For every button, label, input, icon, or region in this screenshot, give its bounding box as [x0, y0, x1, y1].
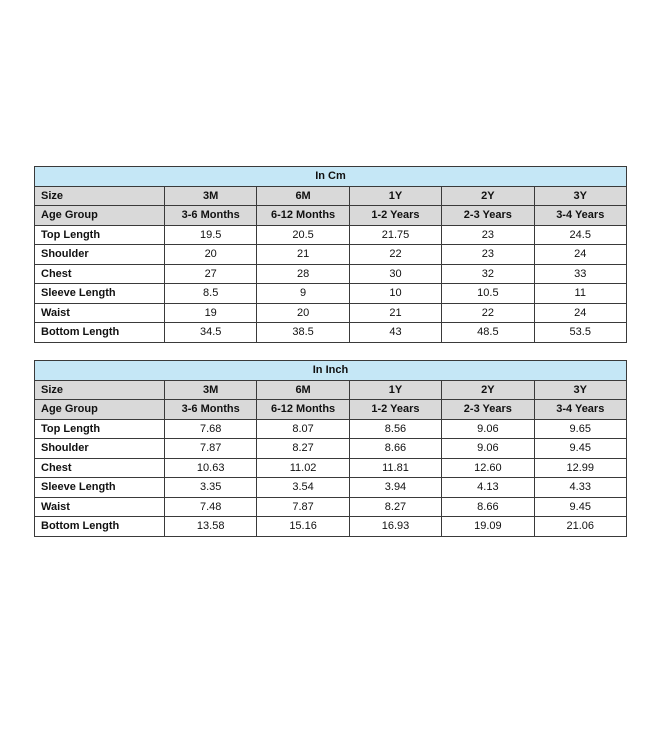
- value-cell: 20: [165, 245, 257, 265]
- table-row: [35, 284, 627, 304]
- value-cell: 48.5: [442, 323, 534, 343]
- value-cell: 23: [442, 225, 534, 245]
- row-label-cell: Bottom Length: [35, 323, 165, 343]
- value-cell: 3.54: [257, 478, 349, 498]
- value-cell: 4.33: [534, 478, 626, 498]
- value-cell: 53.5: [534, 323, 626, 343]
- value-cell: 7.87: [165, 439, 257, 459]
- value-cell: 20: [257, 303, 349, 323]
- value-cell: 19.09: [442, 517, 534, 537]
- value-cell: 19: [165, 303, 257, 323]
- row-label-cell: Shoulder: [35, 439, 165, 459]
- value-cell: 24: [534, 245, 626, 265]
- row-label-cell: Shoulder: [35, 245, 165, 265]
- value-cell: 23: [442, 245, 534, 265]
- table-title: In Cm: [35, 167, 627, 187]
- value-cell: 21.06: [534, 517, 626, 537]
- value-cell: 21: [349, 303, 441, 323]
- size-chart-inch-table: [34, 360, 627, 537]
- value-cell: 24.5: [534, 225, 626, 245]
- header-cell: 2Y: [442, 186, 534, 206]
- value-cell: 38.5: [257, 323, 349, 343]
- value-cell: 9.45: [534, 439, 626, 459]
- row-label-cell: Waist: [35, 497, 165, 517]
- header-cell: 2Y: [442, 380, 534, 400]
- table-header-row: [35, 400, 627, 420]
- value-cell: 11.81: [349, 458, 441, 478]
- row-label-cell: Chest: [35, 264, 165, 284]
- table-header-row: [35, 206, 627, 226]
- value-cell: 9.45: [534, 497, 626, 517]
- header-cell: 3M: [165, 186, 257, 206]
- value-cell: 10: [349, 284, 441, 304]
- header-cell: 3Y: [534, 186, 626, 206]
- value-cell: 9: [257, 284, 349, 304]
- value-cell: 33: [534, 264, 626, 284]
- table-row: [35, 497, 627, 517]
- value-cell: 30: [349, 264, 441, 284]
- value-cell: 7.87: [257, 497, 349, 517]
- value-cell: 20.5: [257, 225, 349, 245]
- table-row: [35, 323, 627, 343]
- table-row: [35, 245, 627, 265]
- value-cell: 8.5: [165, 284, 257, 304]
- value-cell: 12.99: [534, 458, 626, 478]
- row-label-cell: Chest: [35, 458, 165, 478]
- size-chart-cm-table: [34, 166, 627, 343]
- size-chart-inch-body: [35, 361, 627, 537]
- value-cell: 8.27: [257, 439, 349, 459]
- value-cell: 19.5: [165, 225, 257, 245]
- value-cell: 21.75: [349, 225, 441, 245]
- row-label-cell: Top Length: [35, 419, 165, 439]
- value-cell: 9.65: [534, 419, 626, 439]
- table-header-row: [35, 380, 627, 400]
- value-cell: 22: [442, 303, 534, 323]
- row-label-cell: Bottom Length: [35, 517, 165, 537]
- table-row: [35, 458, 627, 478]
- value-cell: 7.68: [165, 419, 257, 439]
- table-row: [35, 517, 627, 537]
- header-cell: 6M: [257, 186, 349, 206]
- table-row: [35, 478, 627, 498]
- value-cell: 22: [349, 245, 441, 265]
- value-cell: 8.07: [257, 419, 349, 439]
- header-cell: 3M: [165, 380, 257, 400]
- table-title: In Inch: [35, 361, 627, 381]
- header-cell: 2-3 Years: [442, 400, 534, 420]
- header-cell: 1-2 Years: [349, 206, 441, 226]
- value-cell: 28: [257, 264, 349, 284]
- table-row: [35, 439, 627, 459]
- table-header-row: [35, 186, 627, 206]
- row-label-cell: Sleeve Length: [35, 478, 165, 498]
- value-cell: 24: [534, 303, 626, 323]
- value-cell: 12.60: [442, 458, 534, 478]
- table-title-row: [35, 361, 627, 381]
- header-cell: 3-4 Years: [534, 206, 626, 226]
- header-cell: 3-6 Months: [165, 206, 257, 226]
- table-title-row: [35, 167, 627, 187]
- value-cell: 7.48: [165, 497, 257, 517]
- header-cell: 1-2 Years: [349, 400, 441, 420]
- value-cell: 13.58: [165, 517, 257, 537]
- header-label-cell: Age Group: [35, 400, 165, 420]
- value-cell: 15.16: [257, 517, 349, 537]
- value-cell: 11.02: [257, 458, 349, 478]
- value-cell: 3.94: [349, 478, 441, 498]
- value-cell: 27: [165, 264, 257, 284]
- value-cell: 32: [442, 264, 534, 284]
- value-cell: 10.5: [442, 284, 534, 304]
- header-cell: 6M: [257, 380, 349, 400]
- value-cell: 4.13: [442, 478, 534, 498]
- header-cell: 3Y: [534, 380, 626, 400]
- header-label-cell: Size: [35, 380, 165, 400]
- value-cell: 8.27: [349, 497, 441, 517]
- value-cell: 3.35: [165, 478, 257, 498]
- value-cell: 10.63: [165, 458, 257, 478]
- value-cell: 8.66: [349, 439, 441, 459]
- header-cell: 1Y: [349, 380, 441, 400]
- row-label-cell: Top Length: [35, 225, 165, 245]
- table-row: [35, 419, 627, 439]
- size-chart-cm-body: [35, 167, 627, 343]
- value-cell: 8.56: [349, 419, 441, 439]
- table-row: [35, 225, 627, 245]
- header-cell: 6-12 Months: [257, 206, 349, 226]
- header-label-cell: Size: [35, 186, 165, 206]
- header-cell: 3-4 Years: [534, 400, 626, 420]
- row-label-cell: Waist: [35, 303, 165, 323]
- value-cell: 43: [349, 323, 441, 343]
- value-cell: 8.66: [442, 497, 534, 517]
- header-cell: 3-6 Months: [165, 400, 257, 420]
- value-cell: 9.06: [442, 439, 534, 459]
- table-row: [35, 303, 627, 323]
- header-cell: 1Y: [349, 186, 441, 206]
- table-row: [35, 264, 627, 284]
- header-cell: 2-3 Years: [442, 206, 534, 226]
- value-cell: 34.5: [165, 323, 257, 343]
- value-cell: 16.93: [349, 517, 441, 537]
- value-cell: 21: [257, 245, 349, 265]
- row-label-cell: Sleeve Length: [35, 284, 165, 304]
- header-cell: 6-12 Months: [257, 400, 349, 420]
- value-cell: 11: [534, 284, 626, 304]
- value-cell: 9.06: [442, 419, 534, 439]
- header-label-cell: Age Group: [35, 206, 165, 226]
